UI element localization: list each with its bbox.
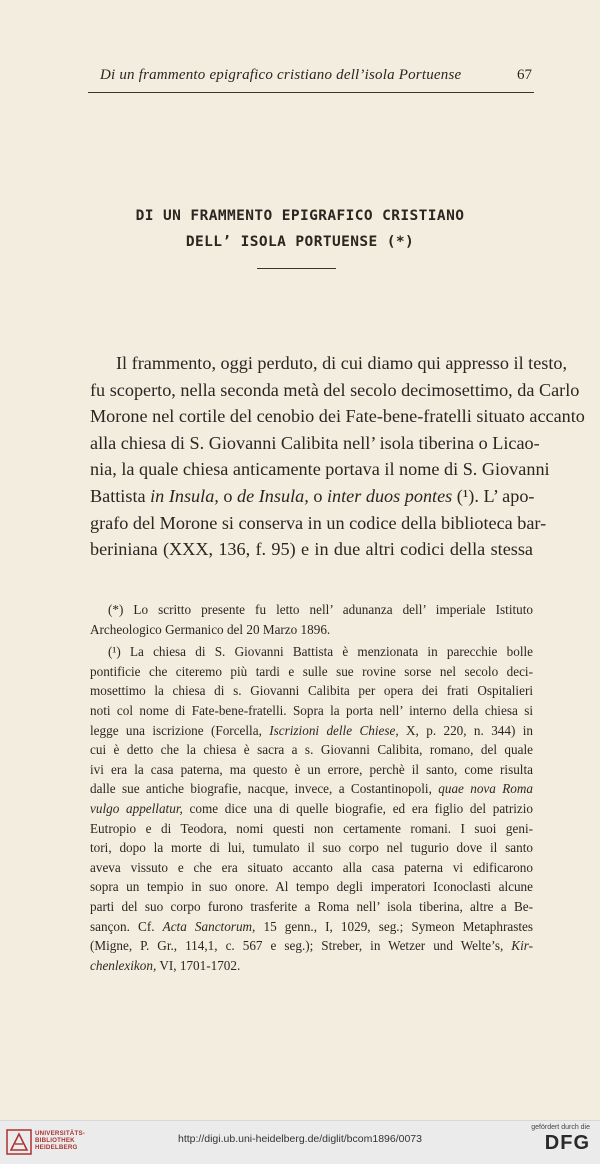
footnote-line: pontificie che citeremo più tardi e sulle sue rovine sorse nel secolo deci- xyxy=(90,663,533,679)
body-line: grafo del Morone si conserva in un codice della biblioteca bar- xyxy=(90,512,547,533)
footnote-line: aveva vissuto e che era situato accanto alla casa paterna vi edificarono xyxy=(90,859,533,875)
running-head-title: Di un frammento epigrafico cristiano dell’isola Portuense xyxy=(100,67,462,83)
footnote-star-line: (*) Lo scritto presente fu letto nell’ adunanza dell’ imperiale Istituto xyxy=(108,602,533,617)
footnote-line: sopra un tempio in suo onore. Al tempo degli imperatori Iconoclasti alcune xyxy=(90,879,533,895)
footnote-line: dalle sue antiche biografie, nacque, invece, a Costantinopoli, quae nova Roma xyxy=(90,781,534,797)
body-line: Morone nel cortile del cenobio dei Fate-bene-fratelli situato accanto xyxy=(90,406,585,427)
article-title-line1: DI UN FRAMMENTO EPIGRAFICO CRISTIANO xyxy=(135,208,465,224)
library-name: UNIVERSITÄTS- BIBLIOTHEK HEIDELBERG xyxy=(35,1130,86,1152)
footnote-line: tori, dopo la morte di lui, tumulato il suo corpo nel tugurio dove il santo xyxy=(90,840,533,856)
footnote-line: ivi era la casa paterna, ma questo è un errore, perchè il santo, come risulta xyxy=(90,761,533,777)
body-line: beriniana (XXX, 136, f. 95) e in due altri codici della stessa xyxy=(90,539,533,560)
viewer-footer xyxy=(0,1120,600,1164)
page-number: 67 xyxy=(517,67,532,83)
title-divider xyxy=(257,268,336,269)
footnote-line: Eutropio e di Teodora, nomi questi non certamente romani. I suoi geni- xyxy=(90,820,533,836)
footnote-line: (Migne, P. Gr., 114,1, c. 567 e seg.); Streber, in Wetzer und Welte’s, Kir- xyxy=(90,938,534,954)
footnote-line: cui è detto che la chiesa è sacra a s. Giovanni Calibita, romano, del quale xyxy=(90,742,533,758)
footnote-line: sançon. Cf. Acta Sanctorum, 15 genn., I, 1029, seg.; Symeon Metaphrastes xyxy=(90,918,534,934)
footnote-line: (¹) La chiesa di S. Giovanni Battista è menzionata in parecchie bolle xyxy=(108,644,533,660)
footnote-line: parti del suo corpo furono trasferite a Roma nell’ isola tiberina, altre a Be- xyxy=(90,898,533,914)
body-line: fu scoperto, nella seconda metà del secolo decimosettimo, da Carlo xyxy=(90,379,580,400)
footnote-line: chenlexikon, VI, 1701-1702. xyxy=(90,957,241,973)
article-title-line2: DELL’ ISOLA PORTUENSE (*) xyxy=(185,234,415,250)
footnote-line: legge una iscrizione (Forcella, Iscrizioni delle Chiese, X, p. 220, n. 344) in xyxy=(90,722,533,738)
dfg-logo: DFG xyxy=(544,1132,590,1154)
footnote-line: noti col nome di Fate-bene-fratelli. Sopra la porta nell’ interno della chiesa si xyxy=(90,702,533,718)
body-line: nia, la quale chiesa anticamente portava il nome di S. Giovanni xyxy=(90,459,550,480)
permalink-url[interactable]: http://digi.ub.uni-heidelberg.de/diglit/bcom1896/0073 xyxy=(177,1133,422,1145)
body-line: Battista in Insula, o de Insula, o inter duos pontes (¹). L’ apo- xyxy=(90,485,535,506)
running-head xyxy=(88,62,534,93)
dfg-credit xyxy=(500,1124,590,1162)
footnote-line: vulgo appellatur, come dice una di quelle biografie, ed era figlio del patrizio xyxy=(90,800,534,816)
footnotes xyxy=(90,600,533,975)
funded-by-label: gefördert durch die xyxy=(531,1124,590,1131)
body-line: alla chiesa di S. Giovanni Calibita nell’ isola tiberina o Licao- xyxy=(90,432,540,453)
body-text xyxy=(90,350,585,563)
footnote-star-line: Archeologico Germanico del 20 Marzo 1896. xyxy=(90,621,331,637)
body-line: Il frammento, oggi perduto, di cui diamo qui appresso il testo, xyxy=(116,353,568,373)
footnote-line: mosettimo la chiesa di s. Giovanni Calibita per opera dei frati Ospitalieri xyxy=(90,683,533,699)
